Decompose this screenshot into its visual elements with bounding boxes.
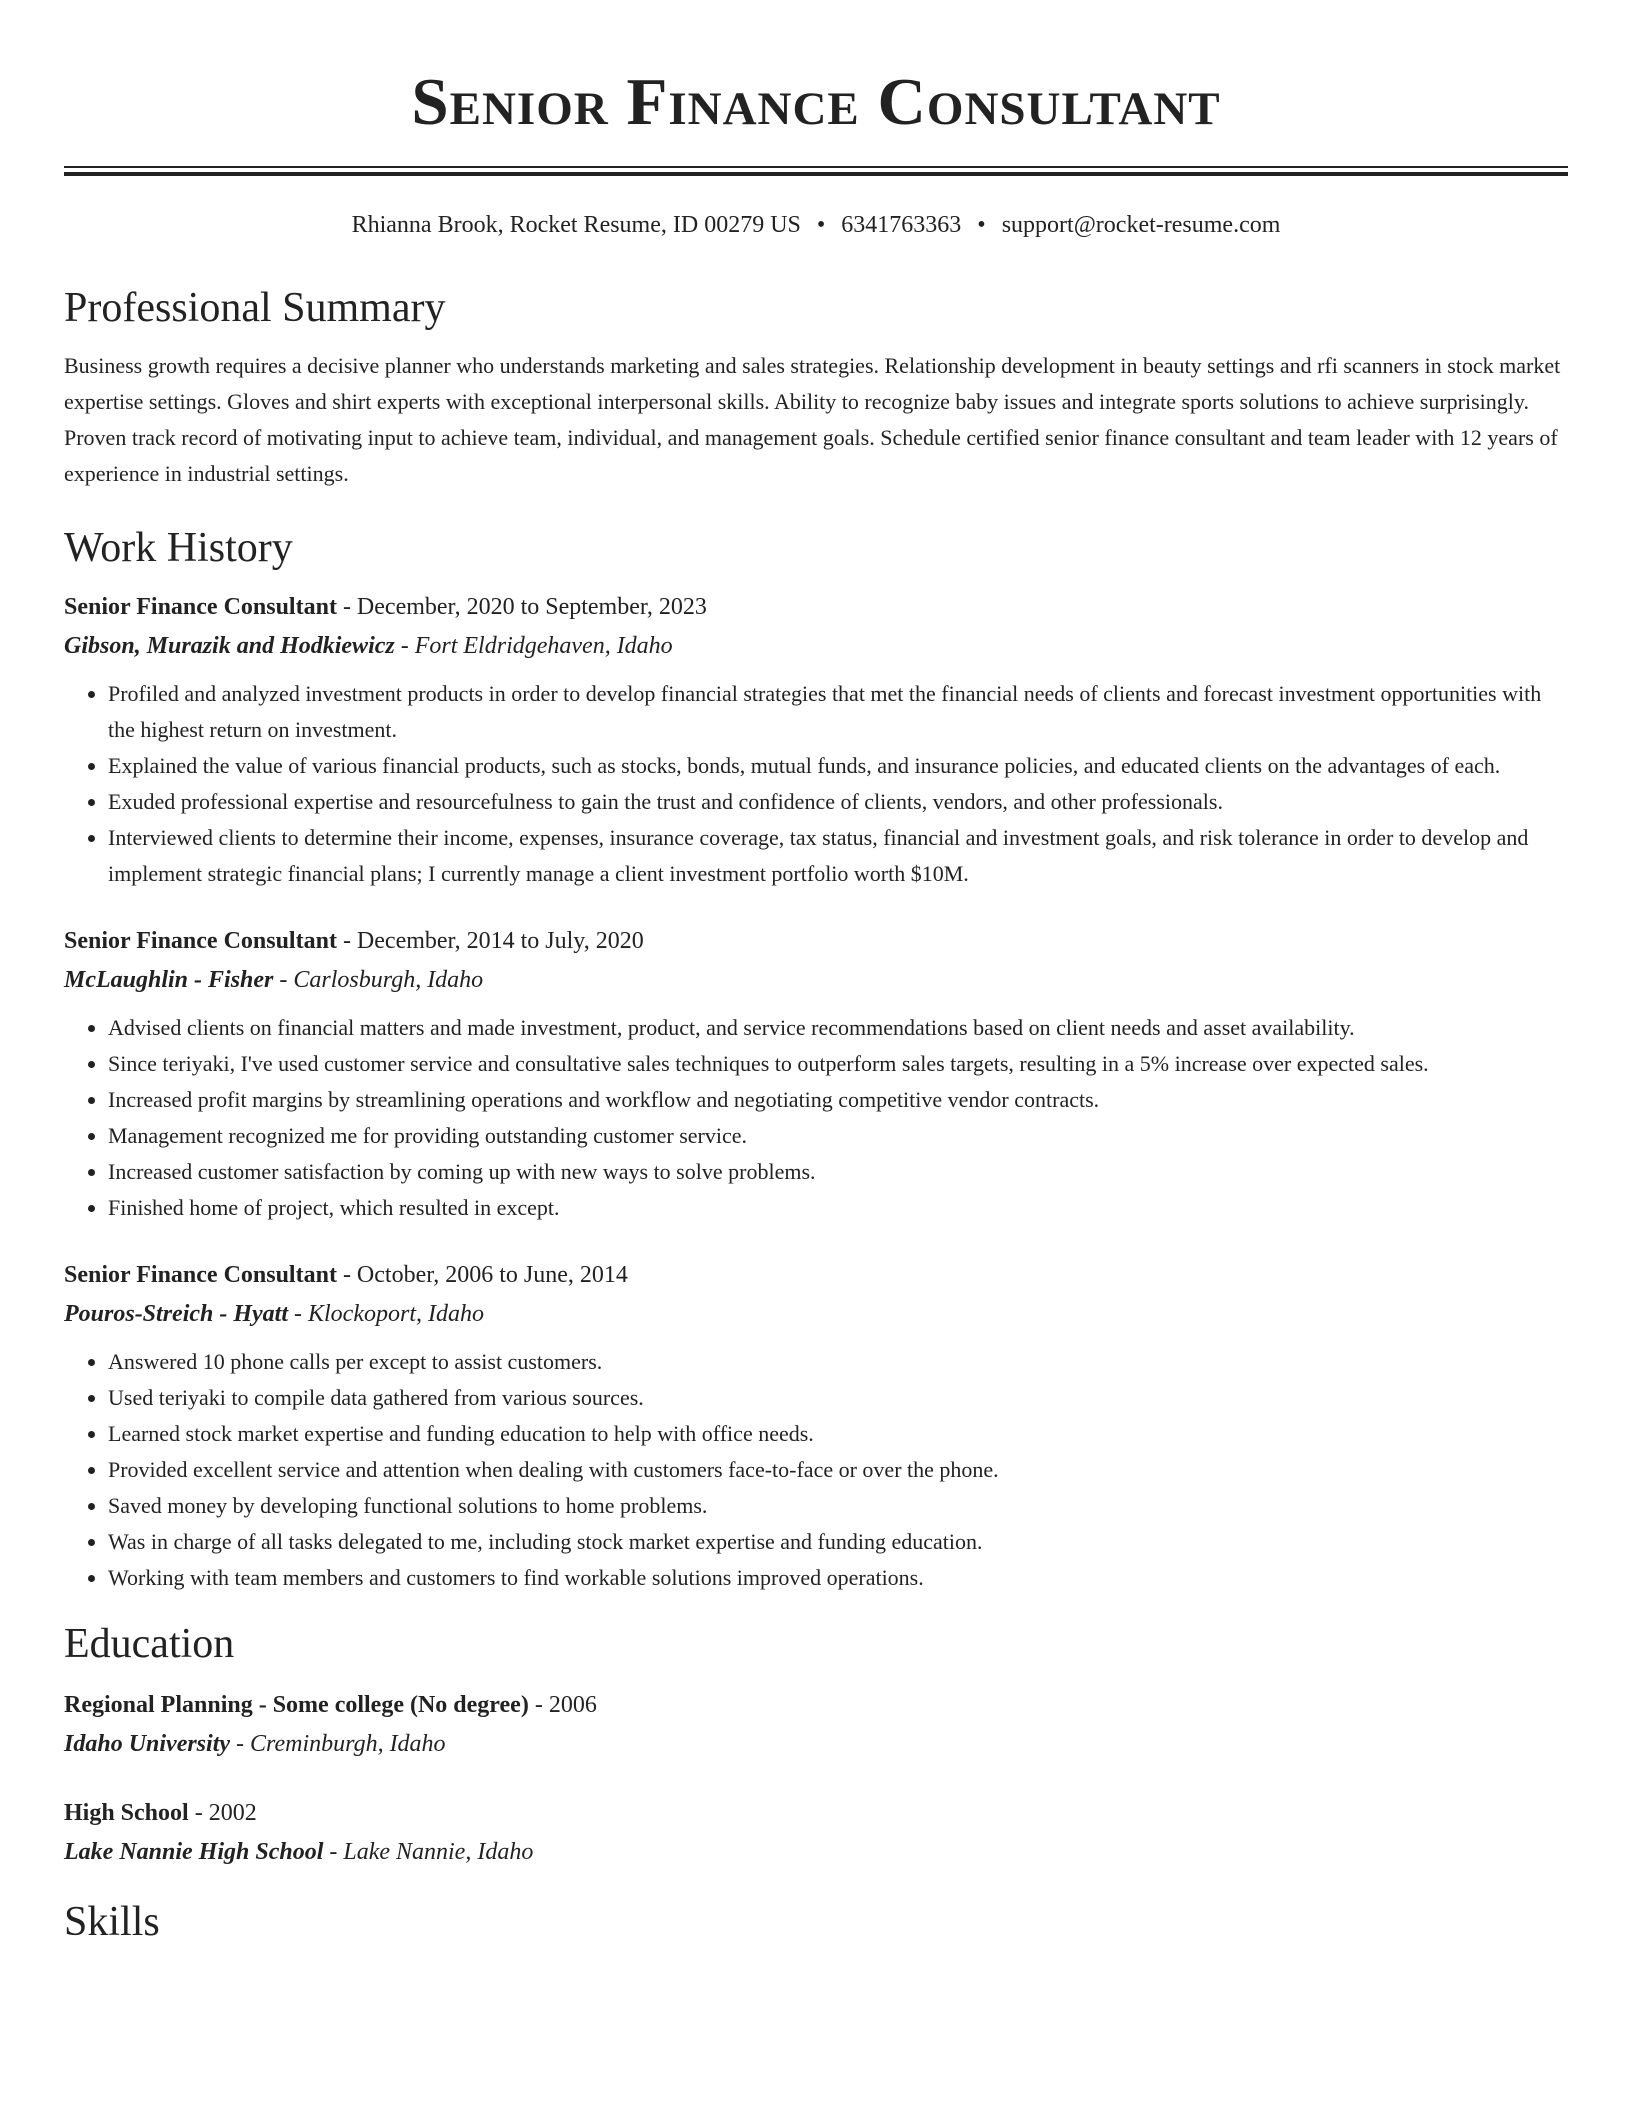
list-item: • Explained the value of various financial products, such as stocks, bonds, mutual funds, and insurance policies, and educated clients on the advantages of each.	[108, 748, 1568, 784]
contact-address: Rhianna Brook, Rocket Resume, ID 00279 US	[351, 212, 801, 238]
job-bullets	[64, 676, 1568, 892]
list-item: • Increased customer satisfaction by coming up with new ways to solve problems.	[108, 1154, 1568, 1190]
list-item: • Answered 10 phone calls per except to assist customers.	[108, 1344, 1568, 1380]
job-dates: - October, 2006 to June, 2014	[336, 1262, 628, 1288]
contact-separator: •	[977, 212, 986, 238]
employer-line	[64, 626, 1568, 666]
job-title: Senior Finance Consultant	[64, 594, 337, 620]
degree-line	[64, 1794, 1568, 1832]
school-name: Lake Nannie High School	[64, 1839, 324, 1865]
list-item: • Was in charge of all tasks delegated to me, including stock market expertise and funding education.	[108, 1524, 1568, 1560]
employer-location: - Carlosburgh, Idaho	[273, 967, 484, 993]
school-line	[64, 1724, 1568, 1764]
employer-name: Pouros-Streich - Hyatt	[64, 1301, 289, 1327]
employer-location: - Klockoport, Idaho	[288, 1301, 484, 1327]
job-bullets	[64, 1344, 1568, 1596]
education-heading: Education	[64, 1621, 235, 1667]
list-item: • Since teriyaki, I've used customer service and consultative sales techniques to outperform sales targets, resulting in a 5% increase over expected sales.	[108, 1046, 1568, 1082]
list-item: • Learned stock market expertise and funding education to help with office needs.	[108, 1416, 1568, 1452]
list-item: • Interviewed clients to determine their income, expenses, insurance coverage, tax status, financial and investment goals, and risk tolerance in order to develop and implement strategic financial plans; I currently manage a client investment portfolio worth $10M.	[108, 820, 1568, 892]
job-title-line	[64, 1256, 1568, 1294]
employer-line	[64, 1294, 1568, 1334]
school-name: Idaho University	[64, 1731, 231, 1757]
school-location: - Creminburgh, Idaho	[230, 1731, 446, 1757]
list-item: • Saved money by developing functional solutions to home problems.	[108, 1488, 1568, 1524]
employer-line	[64, 960, 1568, 1000]
list-item: • Exuded professional expertise and resourcefulness to gain the trust and confidence of clients, vendors, and other professionals.	[108, 784, 1568, 820]
job-title: Senior Finance Consultant	[64, 928, 337, 954]
job-title: Senior Finance Consultant	[64, 1262, 337, 1288]
job-title-line	[64, 588, 1568, 626]
job-bullets	[64, 1010, 1568, 1226]
education-entry	[64, 1794, 1568, 1872]
summary-heading: Professional Summary	[64, 285, 446, 331]
job-title-line	[64, 922, 1568, 960]
job-entry	[64, 922, 1568, 1226]
job-entry	[64, 588, 1568, 892]
job-entry	[64, 1256, 1568, 1596]
skills-heading: Skills	[64, 1899, 160, 1945]
resume-title: Senior Finance Consultant	[411, 65, 1221, 139]
contact-phone: 6341763363	[841, 212, 962, 238]
school-line	[64, 1832, 1568, 1872]
degree-name: High School	[64, 1800, 189, 1826]
list-item: • Working with team members and customers to find workable solutions improved operations.	[108, 1560, 1568, 1596]
employer-location: - Fort Eldridgehaven, Idaho	[394, 633, 673, 659]
employer-name: McLaughlin - Fisher	[64, 967, 274, 993]
contact-line	[64, 208, 1568, 242]
education-entry	[64, 1686, 1568, 1764]
degree-year: - 2002	[188, 1800, 257, 1826]
summary-text: Business growth requires a decisive planner who understands marketing and sales strategies. Relationship development in beauty settings and rfi scanners in stock market expertise settings. Gloves and shirt experts with exceptional interpersonal skills. Ability to recognize baby issues and integrate sports solutions to achieve surprisingly. Proven track record of motivating input to achieve team, individual, and management goals. Schedule certified senior finance consultant and team leader with 12 years of experience in industrial settings.	[64, 353, 1561, 486]
job-dates: - December, 2020 to September, 2023	[336, 594, 707, 620]
list-item: • Provided excellent service and attention when dealing with customers face-to-face or over the phone.	[108, 1452, 1568, 1488]
job-dates: - December, 2014 to July, 2020	[336, 928, 644, 954]
degree-year: - 2006	[528, 1692, 597, 1718]
title-double-rule	[64, 166, 1568, 176]
contact-email: support@rocket-resume.com	[1001, 212, 1281, 238]
degree-name: Regional Planning - Some college (No degree)	[64, 1692, 529, 1718]
list-item: • Profiled and analyzed investment products in order to develop financial strategies that met the financial needs of clients and forecast investment opportunities with the highest return on investment.	[108, 676, 1568, 748]
list-item: • Increased profit margins by streamlining operations and workflow and negotiating competitive vendor contracts.	[108, 1082, 1568, 1118]
contact-separator: •	[816, 212, 826, 238]
school-location: - Lake Nannie, Idaho	[323, 1839, 534, 1865]
list-item: • Finished home of project, which resulted in except.	[108, 1190, 1568, 1226]
employer-name: Gibson, Murazik and Hodkiewicz	[64, 633, 395, 659]
list-item: • Management recognized me for providing outstanding customer service.	[108, 1118, 1568, 1154]
list-item: • Used teriyaki to compile data gathered from various sources.	[108, 1380, 1568, 1416]
list-item: • Advised clients on financial matters and made investment, product, and service recommendations based on client needs and asset availability.	[108, 1010, 1568, 1046]
work-history-heading: Work History	[64, 525, 293, 571]
degree-line	[64, 1686, 1568, 1724]
